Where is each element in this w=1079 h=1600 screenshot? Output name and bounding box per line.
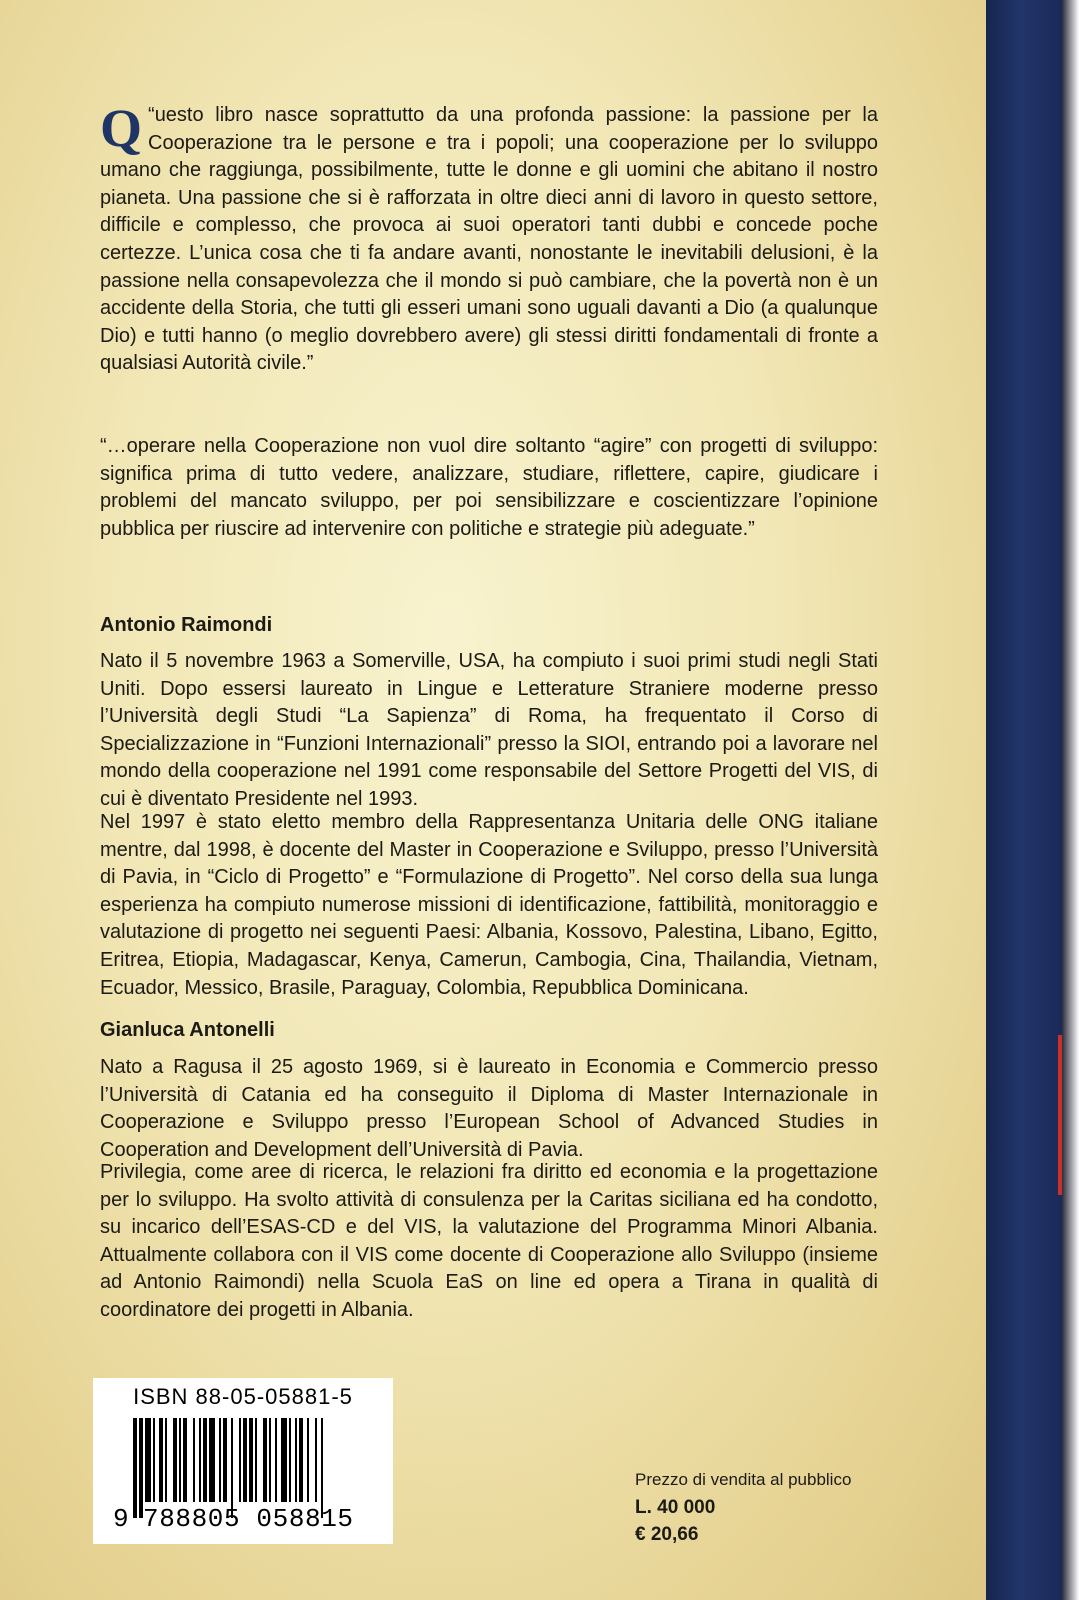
barcode-bar — [255, 1418, 257, 1502]
barcode-bar — [223, 1418, 227, 1502]
barcode-bar — [219, 1418, 221, 1502]
barcode-bar — [139, 1418, 143, 1518]
drop-cap: Q — [100, 98, 143, 158]
price-lire: L. 40 000 — [635, 1497, 716, 1518]
opening-quote-body: uesto libro nasce soprattutto da una profonda passione: la passione per la Cooperazione tra le persone e tra i popoli; una cooperazione per lo sviluppo umano che raggiunga, possibilmente, tutte le donne e gli uomini che abitano il nostro pianeta. Una passione che si è rafforzata in oltre dieci anni di lavoro in questo settore, difficile e complesso, che provoca ai suoi operatori tanti dubbi e concede poche certezze. L’unica cosa che ti fa andare avanti, nonostante le inevitabili delusioni, è la passione nella consapevolezza che il mondo si può cambiare, che la povertà non è un accidente della Storia, che tutti gli esseri umani sono uguali davanti a Dio (a qualunque Dio) e tutti hanno (o meglio dovrebbero avere) gli stessi diritti fondamentali di fronte a qualsiasi Autorità civile.” — [100, 104, 878, 375]
barcode-bar — [173, 1418, 177, 1502]
barcode-bar — [263, 1418, 267, 1502]
barcode-bar — [193, 1418, 195, 1502]
barcode-bar — [179, 1418, 181, 1502]
ean-digits: 788805 058815 — [143, 1504, 354, 1534]
barcode-bar — [295, 1418, 297, 1502]
barcode-bar — [159, 1418, 163, 1502]
barcode-bar — [299, 1418, 303, 1502]
barcode-bars-icon — [133, 1418, 373, 1518]
barcode-bar — [315, 1418, 317, 1502]
author1-bio-paragraph-2: Nel 1997 è stato eletto membro della Rappresentanza Unitaria delle ONG italiane mentre, dal 1998, è docente del Master in Cooperazione e Sviluppo, presso l’Università di Pavia, in “Ciclo di Progetto” e “Formulazione di Progetto”. Nel corso della sua lunga esperienza ha compiuto numerose missioni di identificazione, fattibilità, monitoraggio e valutazione di progetto nei seguenti Paesi: Albania, Kossovo, Palestina, Libano, Egitto, Eritrea, Etiopia, Madagascar, Kenya, Camerun, Cambogia, Cina, Thailandia, Vietnam, Ecuador, Messico, Brasile, Paraguay, Colombia, Repubblica Dominicana. — [100, 811, 878, 999]
author2-bio-paragraph-1: Nato a Ragusa il 25 agosto 1969, si è laureato in Economia e Commercio presso l’Università di Catania ed ha conseguito il Diploma di Master Internazionale in Cooperazione e Sviluppo presso l’European School of Advanced Studies in Cooperation and Development dell’Università di Pavia. — [100, 1056, 878, 1161]
isbn-number: ISBN 88-05-05881-5 — [133, 1384, 353, 1409]
barcode-bar — [289, 1418, 291, 1502]
barcode-bar — [249, 1418, 253, 1502]
barcode-bar — [199, 1418, 201, 1502]
page-edge — [1062, 0, 1079, 1600]
author1-name: Antonio Raimondi — [100, 614, 273, 636]
barcode-bar — [153, 1418, 155, 1502]
barcode-bar — [321, 1418, 323, 1518]
barcode-bar — [281, 1418, 287, 1502]
author2-bio-paragraph-2: Privilegia, come aree di ricerca, le relazioni fra diritto ed economia e la progettazione per lo sviluppo. Ha svolto attività di consulenza per la Caritas siciliana ed ha condotto, su incarico dell’ESAS-CD e del VIS, la valutazione del Programma Minori Albania. Attualmente collabora con il VIS come docente di Cooperazione allo Sviluppo (insieme ad Antonio Raimondi) nella Scuola EaS on line ed opera a Tirana in qualità di coordinatore dei progetti in Albania. — [100, 1161, 878, 1321]
author2-name: Gianluca Antonelli — [100, 1019, 275, 1041]
barcode-bar — [269, 1418, 271, 1502]
barcode-bar — [165, 1418, 167, 1502]
barcode-bar — [275, 1418, 277, 1502]
barcode-bar — [209, 1418, 215, 1502]
barcode-bar — [183, 1418, 187, 1502]
opening-quote — [100, 98, 878, 378]
author1-bio-paragraph-1: Nato il 5 novembre 1963 a Somerville, USA, ha compiuto i suoi primi studi negli Stati Uniti. Dopo essersi laureato in Lingue e Letterature Straniere moderne presso l’Università degli Studi “La Sapienza” di Roma, ha frequentato il Corso di Specializzazione in “Funzioni Internazionali” presso la SIOI, entrando poi a lavorare nel mondo della cooperazione nel 1991 come responsabile del Settore Progetti del VIS, di cui è diventato Presidente nel 1993. — [100, 650, 878, 810]
barcode-bar — [133, 1418, 137, 1518]
barcode-label — [93, 1378, 393, 1544]
barcode-bar — [145, 1418, 151, 1502]
barcode-bar — [231, 1418, 233, 1518]
ean-first-digit: 9 — [113, 1504, 129, 1534]
barcode-bar — [243, 1418, 247, 1502]
barcode-bar — [203, 1418, 207, 1502]
barcode-bar — [239, 1418, 241, 1502]
price-block — [635, 1470, 895, 1548]
opening-quote-mark: “ — [148, 104, 155, 126]
book-spine — [986, 0, 1062, 1600]
price-label: Prezzo di vendita al pubblico — [635, 1470, 852, 1489]
barcode-bar — [307, 1418, 309, 1502]
second-quote: “…operare nella Cooperazione non vuol dire soltanto “agire” con progetti di sviluppo: significa prima di tutto vedere, analizzare, studiare, riflettere, capire, giudicare i problemi del mancato sviluppo, per poi sensibilizzare e coscientizzare l’opinione pubblica per riuscire ad intervenire con politiche e strategie più adeguate.” — [100, 435, 878, 540]
price-euro: € 20,66 — [635, 1524, 699, 1545]
